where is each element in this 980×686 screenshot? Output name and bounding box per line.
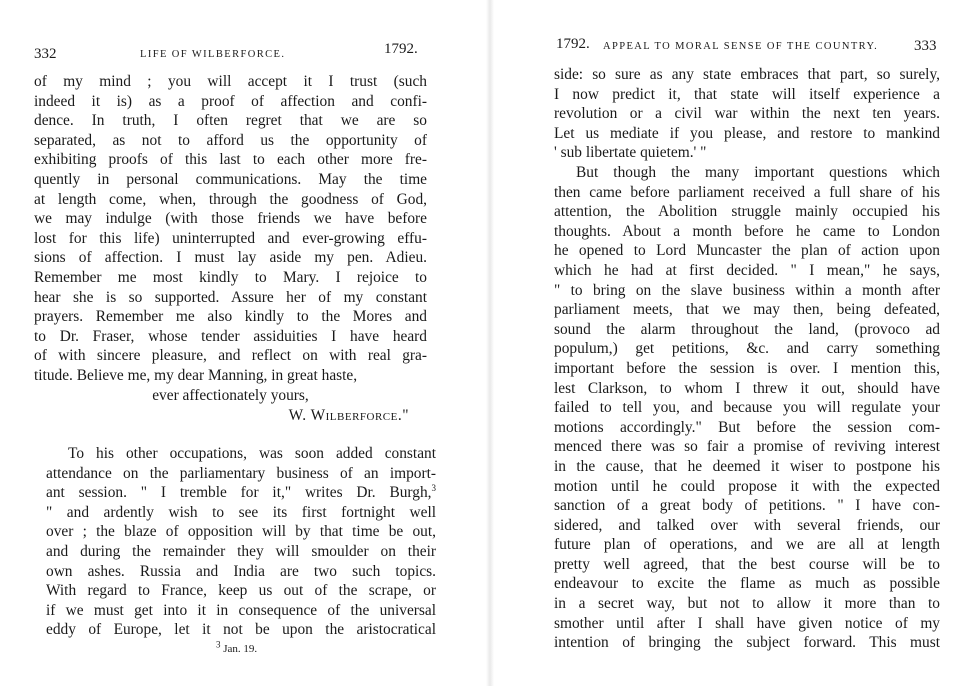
text-line: titude. Believe me, my dear Manning, in great haste, [34, 366, 358, 384]
text-line: " and ardently wish to see its first fortnight well [46, 503, 436, 521]
text-line: But though the many important questions which [576, 164, 940, 181]
text-line: I now predict it, that state will itself experience a [554, 85, 940, 103]
text-line: of with sincere pleasure, and reflect on with real gra- [34, 347, 427, 365]
text-line: future plan of operations, and we are all at length [554, 536, 940, 554]
text-line: if we must get into it in consequence of the universal [46, 601, 436, 619]
text-line: sound the alarm throughout the land, (provoco ad [554, 320, 940, 338]
text-line: exhibiting proofs of this last to each other more fre- [34, 151, 427, 169]
text-line: Let us mediate if you please, and restore to mankind [554, 124, 940, 142]
text-line: sanction of a great body of petitions. " I have con- [554, 497, 940, 515]
text-line: to Dr. Fraser, whose tender assiduities I have heard [34, 327, 427, 345]
left-letter-closing [34, 386, 427, 425]
text-line: hear she is so supported. Assure her of my constant [34, 288, 427, 306]
text-line: quently in personal communications. May the time [34, 170, 427, 188]
right-paragraph-1 [554, 65, 940, 163]
left-page-number: 332 [34, 46, 57, 62]
text-line: lest Clarkson, to whom I threw it out, should have [554, 379, 940, 397]
text-line: separated, as not to afford us the opportunity of [34, 131, 427, 149]
text-line: menced there was so fair a promise of reviving interest [554, 438, 940, 456]
footnote [216, 639, 258, 655]
text-line: attention, the Abolition struggle mainly occupied his [554, 203, 940, 221]
text-line: To his other occupations, was soon added constant [68, 445, 436, 462]
text-line: revolution or a civil war within the next ten years. [554, 105, 940, 123]
text-line: he opened to Lord Muncaster the plan of action upon [554, 242, 940, 260]
right-page-number: 333 [914, 38, 937, 54]
text-line: side: so sure as any state embraces that part, so surely, [554, 66, 940, 83]
text-line: in the cause, that he deemed it wiser to postpone his [554, 457, 940, 475]
text-line: motion until he could propose it with the expected [554, 477, 940, 495]
closing-line: ever affectionately yours, [152, 387, 309, 404]
right-page [490, 0, 980, 686]
text-line: over ; the blaze of opposition will by that time be out, [46, 523, 436, 541]
text-line: failed to tell you, and because you will regulate your [554, 399, 940, 417]
text-line: we may indulge (with those friends we have before [34, 210, 427, 228]
text-line: which he had at first decided. " I mean," he says, [554, 261, 940, 279]
text-line: dence. In truth, I often regret that we are so [34, 112, 427, 130]
right-running-title: APPEAL TO MORAL SENSE OF THE COUNTRY. [603, 41, 879, 52]
footnote-reference: 3 [431, 483, 436, 494]
text-line: " to bring on the slave business within a month after [554, 281, 940, 299]
text-line: of my mind ; you will accept it I trust (such [34, 73, 427, 90]
text-line: With regard to France, keep us out of the scrape, or [46, 582, 436, 600]
signature: W. Wilberforce." [288, 406, 409, 424]
text-line: populum,) get petitions, &c. and carry something [554, 340, 940, 358]
text-line: motions accordingly." But before the session com- [554, 418, 940, 436]
text-line: sidered, and talked over with several friends, our [554, 516, 940, 534]
text-line: thoughts. About a month before he came to London [554, 222, 940, 240]
text-line: endeavour to excite the flame as much as possible [554, 575, 940, 593]
text-line: in a secret way, but not to allow it more than to [554, 595, 940, 613]
text-line: ' sub libertate quietem.' " [554, 144, 707, 162]
text-line: indeed it is) as a proof of affection and confi- [34, 92, 427, 110]
text-line: smother until after I shall have given notice of my [554, 614, 940, 632]
text-line: lost for this life) uninterrupted and ever-growing effu- [34, 229, 427, 247]
right-year: 1792. [556, 36, 590, 52]
text-line: and during the remainder they will smoulder on their [46, 542, 436, 560]
left-paragraph-1 [34, 72, 427, 386]
left-running-title: LIFE OF WILBERFORCE. [140, 49, 286, 60]
text-line: own ashes. Russia and India are two such topics. [46, 562, 436, 580]
text-line: parliament meets, that we may then, being defeated, [554, 301, 940, 319]
right-paragraph-2 [554, 163, 940, 653]
text-line: attendance on the parliamentary business of an import- [46, 464, 436, 482]
left-paragraph-2 [46, 444, 436, 640]
text-line: Remember me most kindly to Mary. I rejoice to [34, 268, 427, 286]
text-line: intention of bringing the subject forward. This must [554, 634, 940, 652]
footnote-text: Jan. 19. [223, 643, 258, 655]
text-line: prayers. Remember me also kindly to the Mores and [34, 308, 427, 326]
footnote-marker: 3 [216, 639, 221, 650]
text-line: important before the session is over. I mention this, [554, 359, 940, 377]
text-line: then came before parliament received a full share of his [554, 183, 940, 201]
text-line: eddy of Europe, let it not be upon the aristocratical [46, 621, 436, 639]
text-line: ant session. " I tremble for it," writes Dr. Burgh,$^3$ [46, 483, 436, 502]
text-line: pretty well agreed, that the best course will be to [554, 555, 940, 573]
left-year: 1792. [384, 41, 418, 57]
text-line: at length come, when, through the goodness of God, [34, 190, 427, 208]
text-line: sions of affection. I must lay aside my pen. Adieu. [34, 249, 427, 267]
